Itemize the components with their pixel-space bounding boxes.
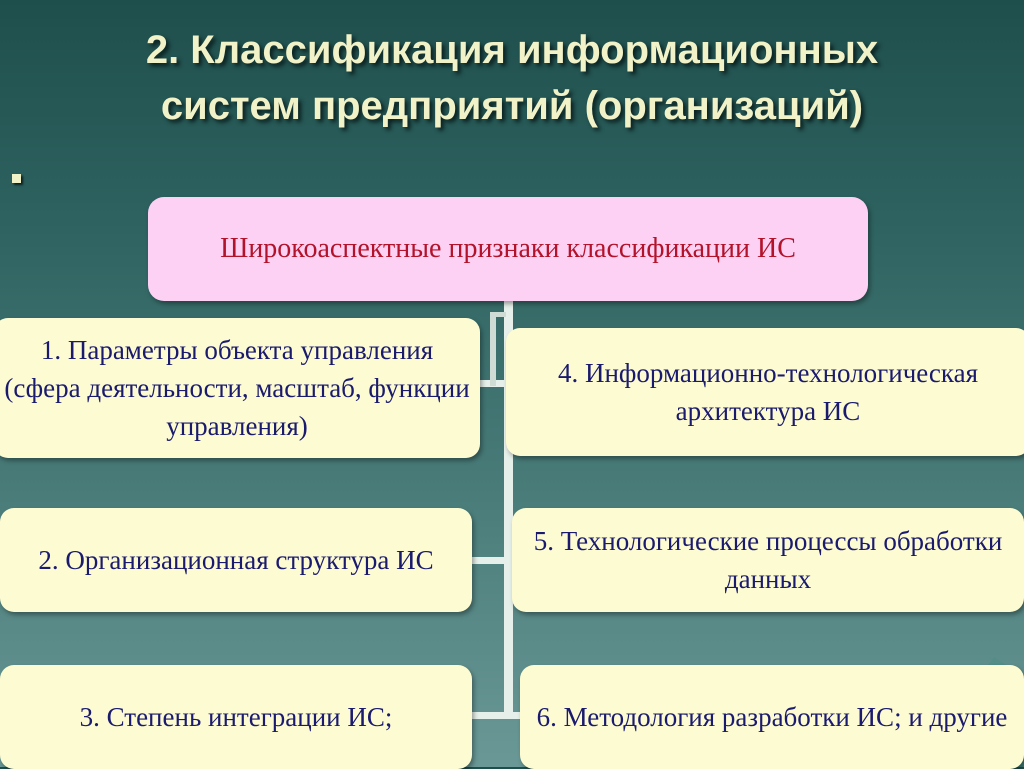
connector-bracket (490, 312, 496, 386)
connector-branch-2 (470, 557, 506, 564)
node-4-architecture: 4. Информационно-технологическая архитектура ИС (506, 328, 1024, 456)
slide-title-line-1: 2. Классификация информационных (145, 28, 879, 72)
node-1-object-parameters: 1. Параметры объекта управления (сфера деятельности, масштаб, функции управления) (0, 318, 480, 458)
root-node: Широкоаспектные признаки классификации ИС (148, 197, 868, 301)
connector-branch-3 (470, 712, 506, 719)
node-5-data-processing: 5. Технологические процессы обработки данных (512, 508, 1024, 612)
slide-title-line-2: систем предприятий (организаций) (160, 84, 864, 128)
slide-title (0, 22, 1024, 134)
node-3-integration-degree: 3. Степень интеграции ИС; (0, 665, 472, 769)
node-2-org-structure: 2. Организационная структура ИС (0, 508, 472, 612)
node-6-methodology: 6. Методология разработки ИС; и другие (520, 665, 1024, 769)
bullet-marker (12, 174, 21, 183)
connector-bracket-top (490, 312, 506, 317)
